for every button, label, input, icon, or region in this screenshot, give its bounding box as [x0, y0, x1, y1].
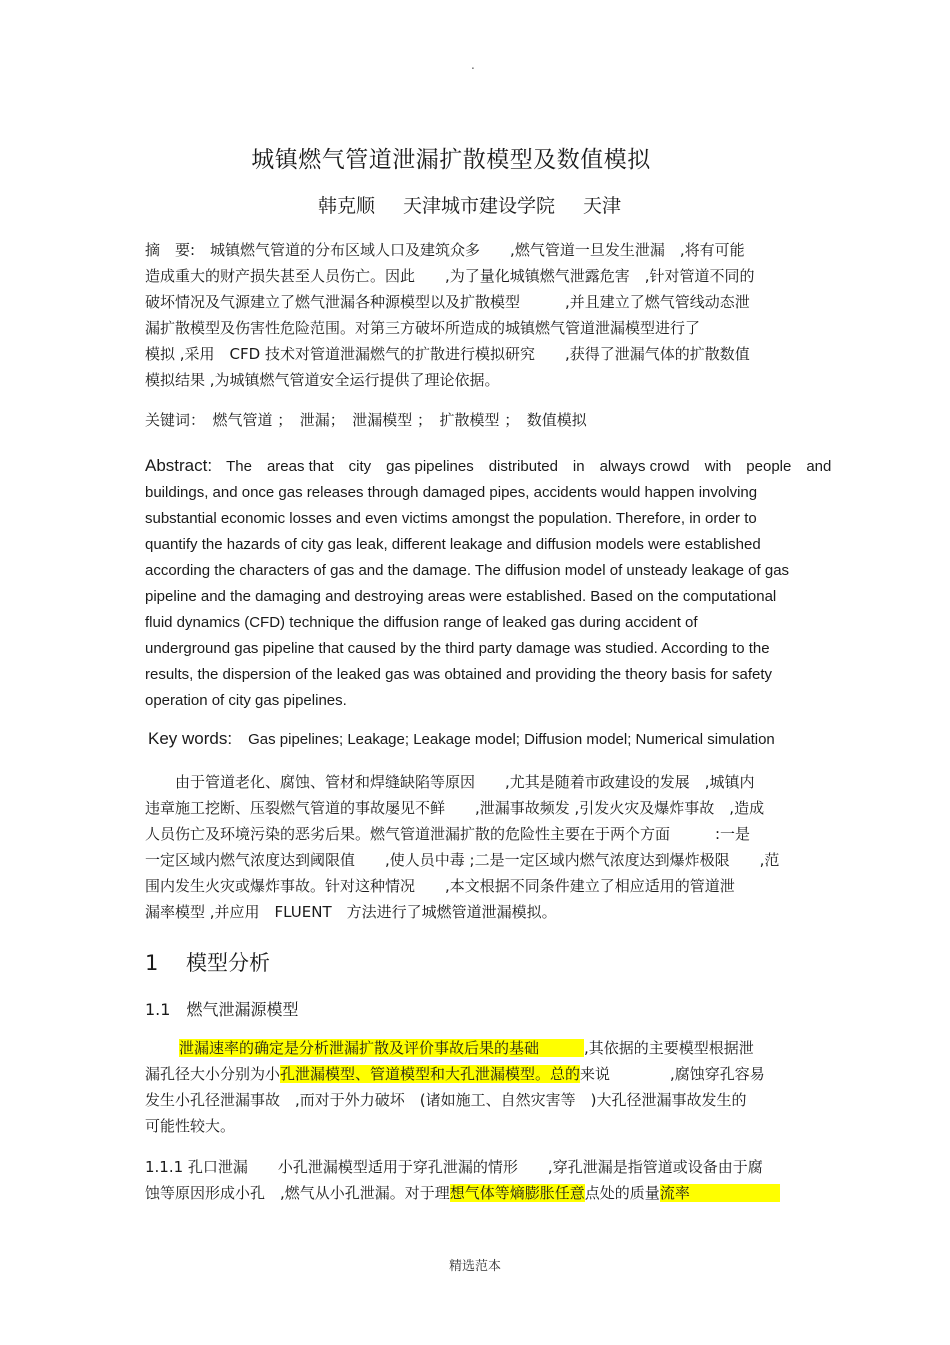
intro-line: 一定区域内燃气浓度达到阈限值 ,使人员中毒 ;二是一定区域内燃气浓度达到爆炸极限 ,范	[145, 851, 780, 869]
highlighted-text: 泄漏速率的确定是分析泄漏扩散及评价事故后果的基础	[179, 1039, 585, 1057]
highlighted-text: 流率	[659, 1184, 780, 1202]
author-name: 韩克顺	[318, 195, 376, 217]
paragraph-text: 点处的质量	[584, 1184, 660, 1202]
intro-line: 由于管道老化、腐蚀、管材和焊缝缺陷等原因 ,尤其是随着市政建设的发展 ,城镇内	[145, 773, 755, 791]
paragraph-text: 可能性较大。	[145, 1117, 236, 1135]
abstract-en-line: The areas that city gas pipelines distributed in always crowd with people and	[226, 458, 832, 475]
paragraph-text: 漏孔径大小分别为小	[145, 1065, 281, 1083]
abstract-cn-line: 造成重大的财产损失甚至人员伤亡。因此 ,为了量化城镇燃气泄露危害 ,针对管道不同的	[145, 267, 755, 285]
paragraph-text: 1.1.1 孔口泄漏 小孔泄漏模型适用于穿孔泄漏的情形 ,穿孔泄漏是指管道或设备由于腐	[145, 1158, 763, 1176]
paragraph-text: 发生小孔径泄漏事故 ,而对于外力破坏 (诸如施工、自然灾害等 )大孔径泄漏事故发生的	[145, 1091, 747, 1109]
abstract-en-line: pipeline and the damaging and destroying areas were established. Based on the computational	[145, 588, 777, 605]
abstract-en-line: underground gas pipeline that caused by the third party damage was studied. According to the	[145, 640, 770, 657]
paragraph-text: ,其依据的主要模型根据泄	[584, 1039, 754, 1057]
abstract-cn-line: 漏扩散模型及伤害性危险范围。对第三方破坏所造成的城镇燃气管道泄漏模型进行了	[145, 319, 701, 337]
keywords-cn: 关键词： 燃气管道 ； 泄漏； 泄漏模型 ； 扩散模型 ； 数值模拟	[145, 411, 587, 429]
abstract-en-line: buildings, and once gas releases through damaged pipes, accidents would happen involving	[145, 484, 758, 501]
header-dot: .	[471, 58, 475, 72]
intro-line: 人员伤亡及环境污染的恶劣后果。燃气管道泄漏扩散的危险性主要在于两个方面 :一是	[145, 825, 751, 843]
author-city: 天津	[583, 195, 622, 217]
abstract-en-line: substantial economic losses and even victims amongst the population. Therefore, in order to	[145, 510, 757, 527]
section-heading-1: 1 模型分析	[145, 951, 271, 975]
abstract-en-line: operation of city gas pipelines.	[145, 692, 347, 709]
paragraph-text: 蚀等原因形成小孔 ,燃气从小孔泄漏。对于理	[145, 1184, 450, 1202]
abstract-en-line: quantify the hazards of city gas leak, different leakage and diffusion models were established	[145, 536, 761, 553]
paper-title: 城镇燃气管道泄漏扩散模型及数值模拟	[251, 147, 651, 173]
abstract-en-line: according the characters of gas and the damage. The diffusion model of unsteady leakage of gas	[145, 562, 790, 579]
section-heading-1-1: 1.1 燃气泄漏源模型	[145, 1000, 299, 1019]
abstract-cn-line: 模拟结果 ,为城镇燃气管道安全运行提供了理论依据。	[145, 371, 500, 389]
intro-paragraph	[145, 769, 779, 925]
abstract-cn-line: 模拟 ,采用 CFD 技术对管道泄漏燃气的扩散进行模拟研究 ,获得了泄漏气体的扩散数值	[145, 345, 750, 363]
abstract-en-line: fluid dynamics (CFD) technique the diffusion range of leaked gas during accident of	[145, 614, 698, 631]
author-line	[318, 191, 649, 218]
author-institution: 天津城市建设学院	[403, 195, 556, 217]
abstract-cn-line: 摘 要: 城镇燃气管道的分布区域人口及建筑众多 ,燃气管道一旦发生泄漏 ,将有可能	[145, 241, 745, 259]
keywords-en	[148, 729, 775, 749]
highlighted-text: 孔泄漏模型、管道模型和大孔泄漏模型。总的	[280, 1065, 581, 1083]
abstract-en-label: Abstract:	[145, 456, 213, 475]
intro-line: 漏率模型 ,并应用 FLUENT 方法进行了城燃管道泄漏模拟。	[145, 903, 557, 921]
abstract-cn	[145, 237, 755, 393]
orifice-leak-paragraph	[145, 1154, 780, 1206]
abstract-en-line: results, the dispersion of the leaked gas was obtained and providing the theory basis for safety	[145, 666, 773, 683]
intro-line: 违章施工挖断、压裂燃气管道的事故屡见不鲜 ,泄漏事故频发 ,引发火灾及爆炸事故 ,造成	[145, 799, 765, 817]
keywords-en-label: Key words:	[148, 729, 233, 748]
page-footer: 精选范本	[448, 1259, 501, 1274]
keywords-en-list: Gas pipelines; Leakage; Leakage model; Diffusion model; Numerical simulation	[248, 731, 775, 748]
abstract-cn-line: 破坏情况及气源建立了燃气泄漏各种源模型以及扩散模型 ,并且建立了燃气管线动态泄	[145, 293, 750, 311]
abstract-en	[145, 453, 831, 714]
paragraph-text: 来说 ,腐蚀穿孔容易	[580, 1065, 765, 1083]
leak-source-paragraph	[145, 1035, 765, 1139]
highlighted-text: 想气体等熵膨胀任意	[449, 1184, 585, 1202]
intro-line: 围内发生火灾或爆炸事故。针对这种情况 ,本文根据不同条件建立了相应适用的管道泄	[145, 877, 735, 895]
